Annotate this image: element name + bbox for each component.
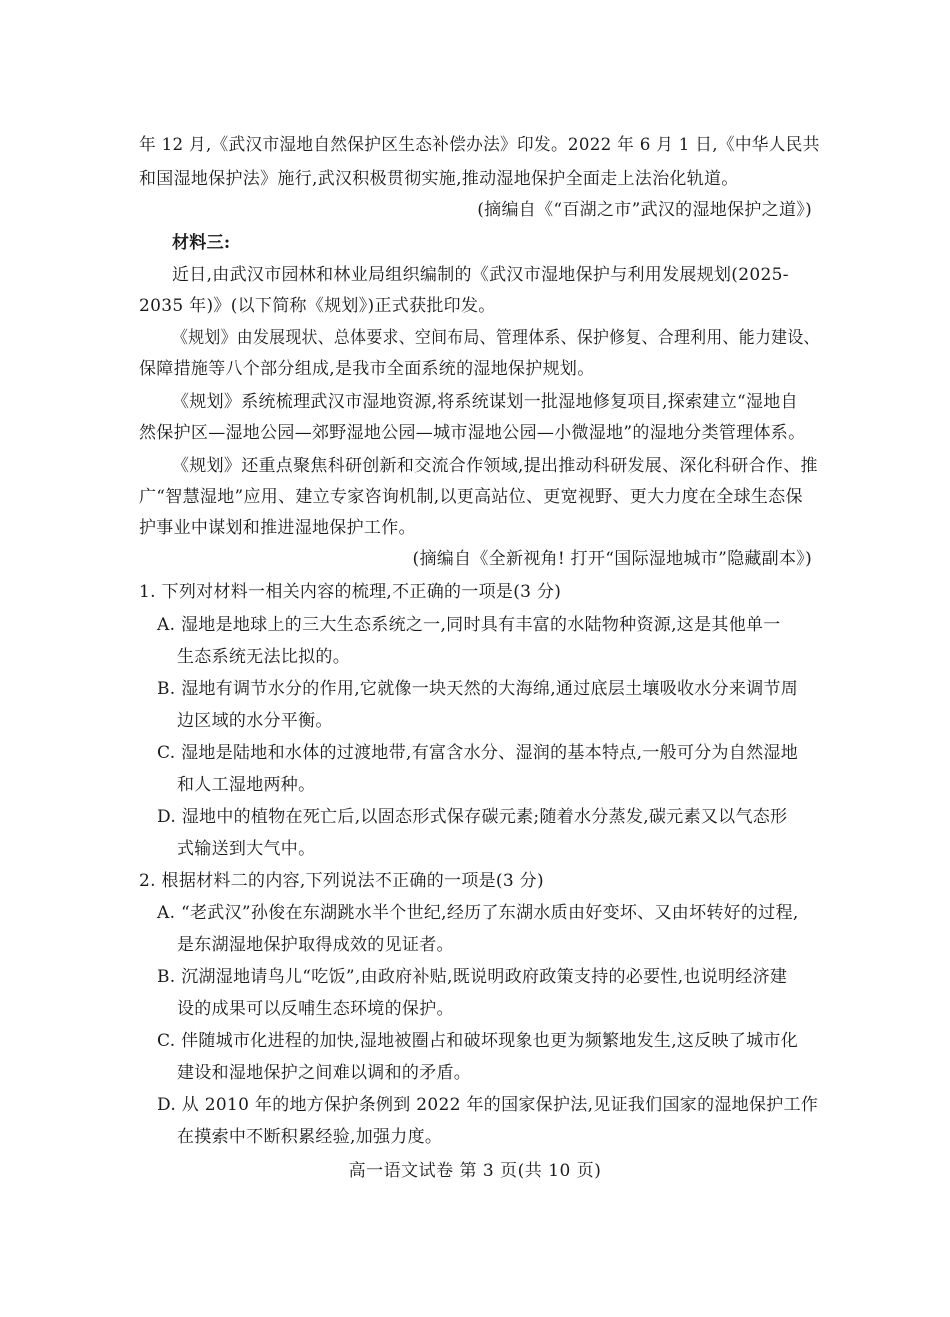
question-1-option-d-line-2: 式输送到大气中。 — [177, 839, 316, 859]
question-2-option-a-line-2: 是东湖湿地保护取得成效的见证者。 — [177, 935, 454, 955]
question-2-option-c-line-2: 建设和湿地保护之间难以调和的矛盾。 — [177, 1063, 472, 1083]
material3-paragraph-1-line-1: 近日,由武汉市园林和林业局组织编制的《武汉市湿地保护与利用发展规划(2025- — [172, 265, 789, 285]
material3-paragraph-4-line-3: 护事业中谋划和推进湿地保护工作。 — [139, 518, 416, 538]
material3-paragraph-4-line-2: 广“智慧湿地”应用、建立专家咨询机制,以更高站位、更宽视野、更大力度在全球生态保 — [139, 487, 803, 507]
question-1-option-c-line-2: 和人工湿地两种。 — [177, 775, 316, 795]
question-2-stem: 2. 根据材料二的内容,下列说法不正确的一项是(3 分) — [139, 871, 544, 891]
material3-paragraph-2-line-2: 保障措施等八个部分组成,是我市全面系统的湿地保护规划。 — [139, 359, 595, 379]
question-1-option-b-line-1: B. 湿地有调节水分的作用,它就像一块天然的大海绵,通过底层土壤吸收水分来调节周 — [157, 679, 799, 699]
question-2-option-d-line-2: 在摸索中不断积累经验,加强力度。 — [177, 1127, 443, 1147]
question-2-option-c-line-1: C. 伴随城市化进程的加快,湿地被圈占和破坏现象也更为频繁地发生,这反映了城市化 — [157, 1031, 799, 1051]
question-2-option-b-line-2: 设的成果可以反哺生态环境的保护。 — [177, 999, 454, 1019]
material3-paragraph-2-line-1: 《规划》由发展现状、总体要求、空间布局、管理体系、保护修复、合理利用、能力建设、 — [172, 328, 820, 348]
material2-tail-line-1: 年 12 月,《武汉市湿地自然保护区生态补偿办法》印发。2022 年 6 月 1 日,《中华人民共 — [139, 135, 820, 155]
question-1-option-c-line-1: C. 湿地是陆地和水体的过渡地带,有富含水分、湿润的基本特点,一般可分为自然湿地 — [157, 743, 799, 763]
material3-source: (摘编自《全新视角! 打开“国际湿地城市”隐藏副本》) — [412, 549, 812, 569]
question-2-option-a-line-1: A. “老武汉”孙俊在东湖跳水半个世纪,经历了东湖水质由好变坏、又由坏转好的过程, — [157, 903, 799, 923]
material3-paragraph-3-line-2: 然保护区—湿地公园—郊野湿地公园—城市湿地公园—小微湿地”的湿地分类管理体系。 — [139, 423, 806, 443]
question-2-option-d-line-1: D. 从 2010 年的地方保护条例到 2022 年的国家保护法,见证我们国家的湿地保护工作 — [157, 1095, 819, 1115]
material2-source: (摘编自《“百湖之市”武汉的湿地保护之道》) — [477, 200, 812, 220]
question-1-option-b-line-2: 边区域的水分平衡。 — [177, 711, 333, 731]
material3-heading: 材料三: — [172, 233, 231, 253]
material3-paragraph-3-line-1: 《规划》系统梳理武汉市湿地资源,将系统谋划一批湿地修复项目,探索建立“湿地自 — [172, 392, 798, 412]
question-1-option-a-line-1: A. 湿地是地球上的三大生态系统之一,同时具有丰富的水陆物种资源,这是其他单一 — [157, 615, 781, 635]
material3-paragraph-4-line-1: 《规划》还重点聚焦科研创新和交流合作领域,提出推动科研发展、深化科研合作、推 — [172, 456, 818, 476]
question-1-option-a-line-2: 生态系统无法比拟的。 — [177, 647, 350, 667]
page-footer: 高一语文试卷 第 3 页(共 10 页) — [348, 1161, 602, 1181]
question-1-stem: 1. 下列对材料一相关内容的梳理,不正确的一项是(3 分) — [139, 582, 562, 602]
material3-paragraph-1-line-2: 2035 年)》(以下简称《规划》)正式获批印发。 — [139, 296, 496, 316]
question-2-option-b-line-1: B. 沉湖湿地请鸟儿“吃饭”,由政府补贴,既说明政府政策支持的必要性,也说明经济建 — [157, 967, 788, 987]
question-1-option-d-line-1: D. 湿地中的植物在死亡后,以固态形式保存碳元素;随着水分蒸发,碳元素又以气态形 — [157, 807, 788, 827]
material2-tail-line-2: 和国湿地保护法》施行,武汉积极贯彻实施,推动湿地保护全面走上法治化轨道。 — [139, 169, 739, 189]
